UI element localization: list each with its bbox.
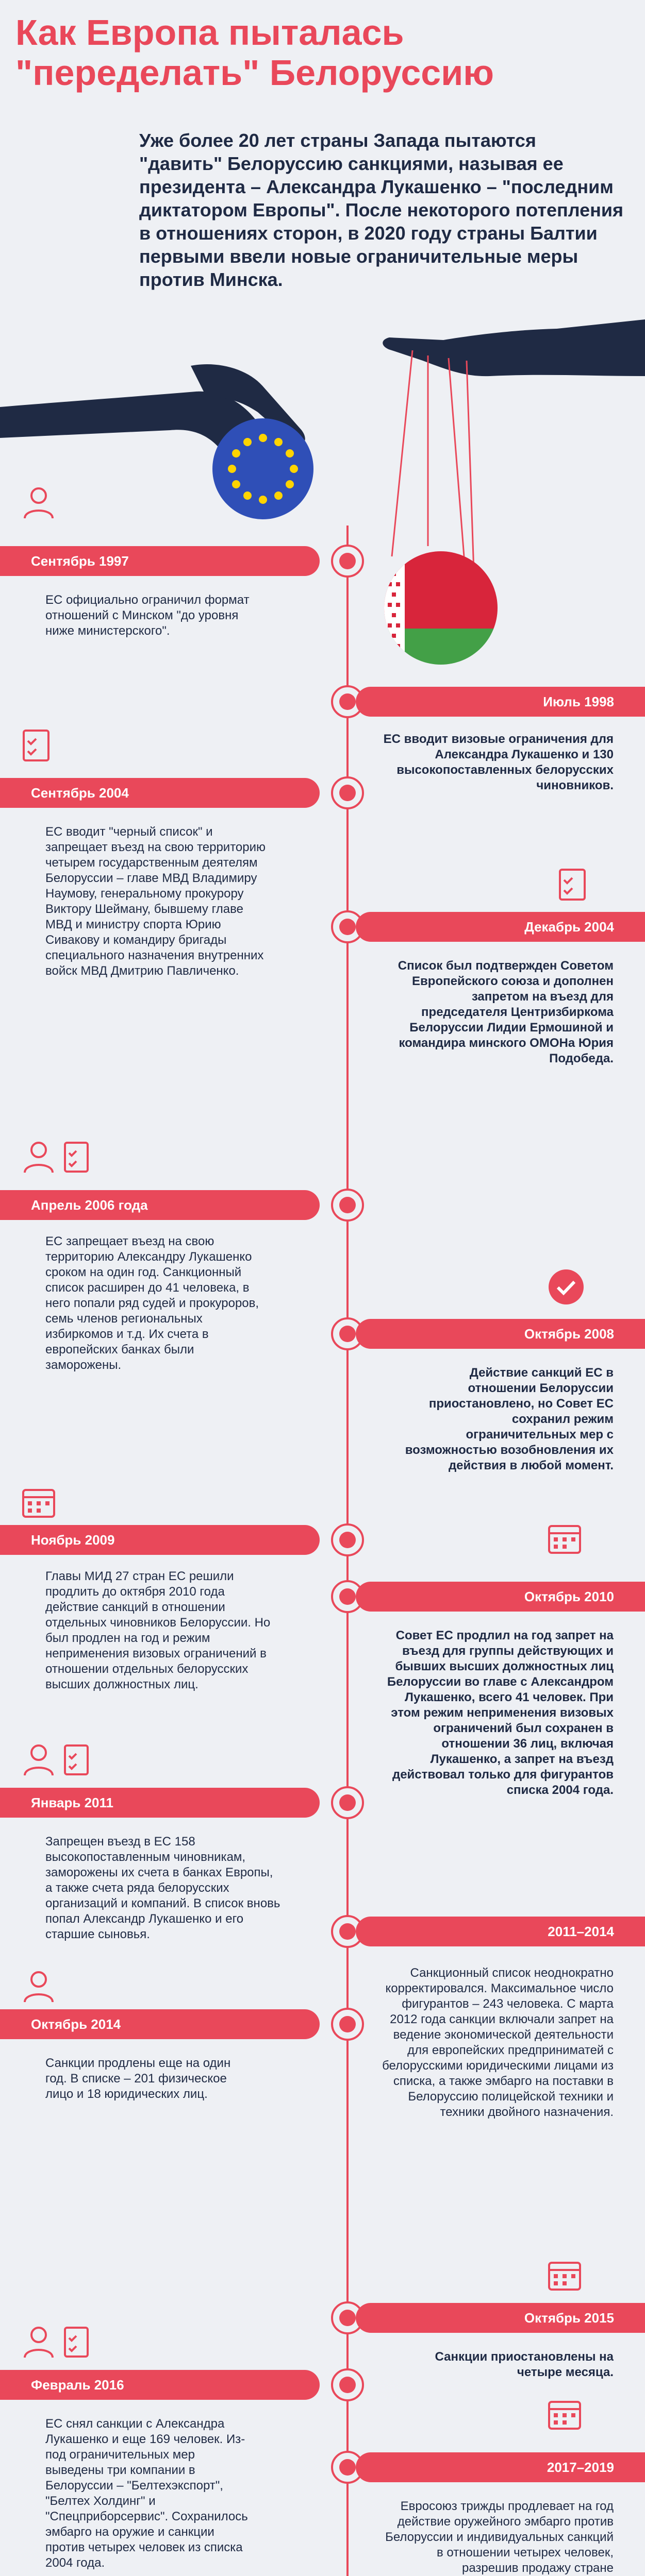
event-text-2006: ЕС запрещает въезд на свою территорию Александру Лукашенко сроком на один год. Санкционный список расширен до 41 человека, в него попали ряд судей и прокуроров, семь членов региональных избиркомов и т.д. Их счета в европейских банках были заморожены. — [45, 1234, 259, 1372]
intro-text: Уже более 20 лет страны Запада пытаются "давить" Белоруссию санкциями, называя ее президента – Александра Лукашенко – "последним диктатором Европы". После некоторого потепления в отношениях сторон, в 2020 году страны Балтии первыми ввели новые ограничительные меры против Минска. — [139, 130, 624, 290]
timeline-node-2014 — [331, 2008, 364, 2041]
event-text-2016: ЕС снял санкции с Александра Лукашенко и еще 169 человек. Из-под ограничительных мер выведены три компании в Белоруссии – "Белтехэкспорт", "Белтех Холдинг" и "Спецприборсервис". Сохранилось эмбарго на оружие и санкции против четырех человек из списка 2004 года. — [45, 2417, 248, 2570]
date-pill-2006 — [0, 1190, 320, 1220]
event-text-sep2004: ЕС вводит "черный список" и запрещает въезд на свою территорию четырем государственным деятелям Белоруссии – главе МВД Владимиру Наумову, генеральному прокурору Виктору Шейману, бывшему главе МВД и министру спорта Юрию Сивакову и командиру бригады специального назначения внутренних войск МВД Дмитрию Павличенко. — [45, 825, 266, 978]
date-label: Октябрь 2015 — [524, 2310, 614, 2326]
person-icon — [21, 1968, 57, 2004]
calendar-icon — [21, 1484, 57, 1520]
timeline-node-1997 — [331, 545, 364, 578]
event-text-2011: Запрещен въезд в ЕС 158 высокопоставленным чиновникам, заморожены их счета в банках Европы, а также счета ряда белорусских организаций и компаний. В список вновь попал Александр Лукашенко и его старшие сыновья. — [45, 1835, 280, 1941]
date-pill-dec2004 — [356, 912, 645, 942]
date-label: Ноябрь 2009 — [31, 1532, 115, 1548]
group-icon — [21, 1741, 93, 1777]
date-label: 2011–2014 — [548, 1924, 614, 1939]
date-label: Сентябрь 1997 — [31, 553, 129, 569]
date-pill-2017-2019 — [356, 2452, 645, 2482]
event-text-2010: Совет ЕС продлил на год запрет на въезд для группы действующих и бывших высших должностных лиц Белоруссии во главе с Александром Лукашенко, всего 41 человек. При этом режим неприменения визовых ограничений был сохранен в отношении 36 лиц, включая Лукашенко, а запрет на въезд действовал только для фигурантов списка 2004 года. — [387, 1629, 614, 1797]
belarus-ball — [384, 551, 498, 670]
puppet-strings — [392, 350, 474, 587]
person-icon — [21, 484, 57, 520]
date-label: Октябрь 2008 — [524, 1326, 614, 1342]
date-pill-1997 — [0, 546, 320, 576]
date-pill-2011-2014 — [356, 1917, 645, 1946]
group-icon — [21, 2324, 93, 2360]
event-text-1998: ЕС вводит визовые ограничения для Александра Лукашенко и 130 высокопоставленных белорусских чиновников. — [383, 732, 614, 792]
title-line-2: "переделать" Белоруссию — [15, 53, 494, 93]
check-circle-icon — [547, 1267, 586, 1307]
date-label: Апрель 2006 года — [31, 1197, 148, 1213]
calendar-icon — [547, 1520, 583, 1556]
timeline-node-2016 — [331, 2368, 364, 2401]
date-pill-1998 — [356, 687, 645, 717]
event-text-1997: ЕС официально ограничил формат отношений с Минском "до уровня ниже министерского". — [45, 593, 250, 638]
event-text-2011-2014: Санкционный список неоднократно корректировался. Максимальное число фигурантов – 243 человека. С марта 2012 года санкции включали запрет на ведение экономической деятельности для европейских предприниматей с белорусскими юридическими лицами из списка, а также эмбарго на поставки в Белоруссию полицейской техники и техники двойного назначения. — [382, 1966, 614, 2119]
date-pill-2011 — [0, 1788, 320, 1818]
calendar-icon — [547, 2396, 583, 2432]
event-text-2015: Санкции приостановлены на четыре месяца. — [435, 2350, 614, 2379]
date-label: Октябрь 2010 — [524, 1589, 614, 1604]
timeline-node-sep2004 — [331, 776, 364, 809]
date-pill-2014 — [0, 2009, 320, 2039]
eu-ball — [212, 418, 313, 519]
event-text-2017-2019: Евросоюз трижды продлевает на год действие оружейного эмбарго против Белоруссии и индивидуальных санкций в отношении четырех человек, разрешив продажу стране — [385, 2499, 614, 2575]
timeline-node-2009 — [331, 1523, 364, 1556]
event-text-2008: Действие санкций ЕС в отношении Белоруссии приостановлено, но Совет ЕС сохранил режим ограничительных мер с возможностью возобновления их действия в любой момент. — [405, 1366, 614, 1472]
date-pill-2010 — [356, 1582, 645, 1612]
date-label: Декабрь 2004 — [524, 919, 614, 935]
timeline-node-2011 — [331, 1786, 364, 1819]
page-title — [15, 12, 629, 93]
event-text-dec2004: Список был подтвержден Советом Европейского союза и дополнен запретом на въезд для председателя Центризбиркома Белоруссии Лидии Ермошиной и командира минского ОМОНа Юрия Подобеда. — [398, 959, 614, 1065]
date-label: Февраль 2016 — [31, 2377, 124, 2393]
document-check-icon — [557, 866, 588, 902]
right-arm-shape — [383, 319, 645, 376]
date-label: Сентябрь 2004 — [31, 785, 129, 801]
date-pill-2008 — [356, 1319, 645, 1349]
date-pill-sep2004 — [0, 778, 320, 808]
calendar-icon — [547, 2257, 583, 2293]
date-label: Январь 2011 — [31, 1795, 113, 1810]
document-check-icon — [21, 726, 52, 762]
date-label: Октябрь 2014 — [31, 2016, 121, 2032]
date-pill-2016 — [0, 2370, 320, 2400]
group-icon — [21, 1139, 93, 1175]
title-line-1: Как Европа пыталась — [15, 12, 404, 53]
timeline-node-2006 — [331, 1189, 364, 1222]
event-text-2009: Главы МИД 27 стран ЕС решили продлить до октября 2010 года действие санкций в отношении отдельных чиновников Белоруссии. Но был продлен на год и режим неприменения визовых ограничений в отношении отдельных белорусских высших должностных лиц. — [45, 1569, 271, 1691]
event-text-2014: Санкции продлены еще на один год. В списке – 201 физическое лицо и 18 юридических лиц. — [45, 2056, 231, 2101]
date-label: 2017–2019 — [547, 2460, 614, 2475]
date-pill-2015 — [356, 2303, 645, 2333]
date-pill-2009 — [0, 1525, 320, 1555]
date-label: Июль 1998 — [543, 694, 614, 709]
